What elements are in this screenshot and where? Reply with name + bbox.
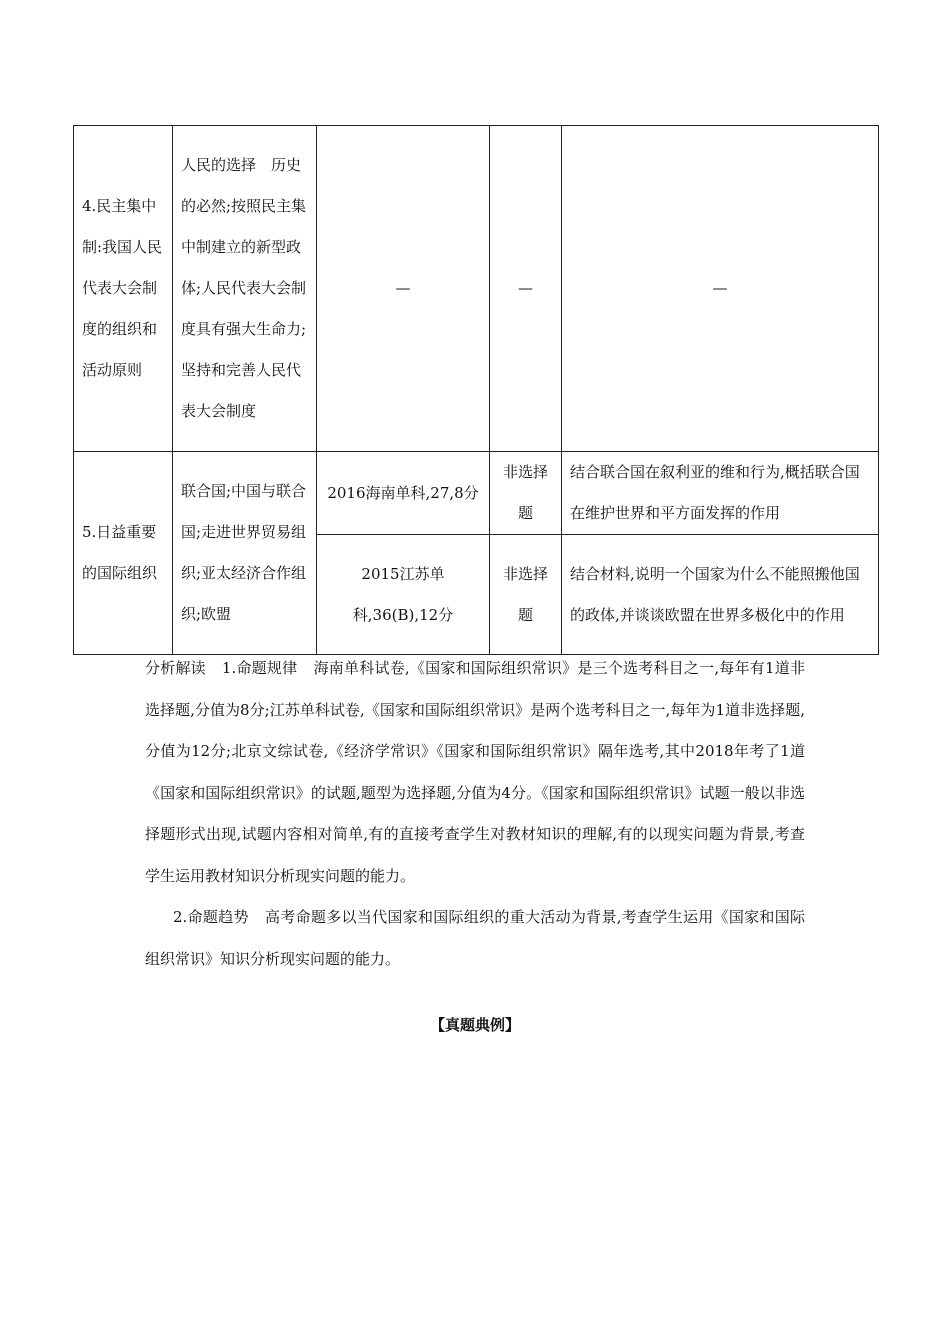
rule-body: 海南单科试卷,《国家和国际组织常识》是三个选考科目之一,每年有1道非选择题,分值为8分;江苏单科试卷,《国家和国际组织常识》是两个选考科目之一,每年为1道非选择题,分值为12分;北京文综试卷,《经济学常识》《国家和国际组织常识》隔年选考,其中2018年考了1道《国家和国际组织常识》的试题,题型为选择题,分值为4分。《国家和国际组织常识》试题一般以非选择题形式出现,试题内容相对简单,有的直接考查学生对教材知识的理解,有的以现实问题为背景,考查学生运用教材知识分析现实问题的能力。 — [145, 659, 806, 885]
question-value: — — [712, 279, 728, 297]
type-cell: 非选择题 — [490, 452, 562, 535]
analysis-paragraph-2 — [145, 897, 805, 980]
analysis-label: 分析解读 — [145, 659, 206, 677]
question-cell: 结合材料,说明一个国家为什么不能照搬他国的政体,并谈谈欧盟在世界多极化中的作用 — [562, 535, 879, 655]
exam-cell: 2016海南单科,27,8分 — [317, 452, 490, 535]
topic-cell: 4.民主集中制:我国人民代表大会制度的组织和活动原则 — [74, 126, 173, 452]
topic-cell: 5.日益重要的国际组织 — [74, 452, 173, 655]
points-cell: 联合国;中国与联合国;走进世界贸易组织;亚太经济合作组织;欧盟 — [173, 452, 317, 655]
trend-heading: 2.命题趋势 — [173, 908, 249, 926]
knowledge-table — [73, 125, 879, 655]
table-row — [74, 126, 879, 452]
trend-body: 高考命题多以当代国家和国际组织的重大活动为背景,考查学生运用《国家和国际组织常识》知识分析现实问题的能力。 — [145, 908, 805, 968]
type-value: — — [518, 279, 533, 297]
type-cell: 非选择题 — [490, 535, 562, 655]
rule-heading: 1.命题规律 — [221, 659, 298, 677]
analysis-paragraph-1 — [145, 648, 805, 897]
section-title: 【真题典例】 — [429, 1016, 520, 1034]
question-cell — [562, 126, 879, 452]
exam-cell: 2015江苏单科,36(B),12分 — [317, 535, 490, 655]
exam-value: — — [395, 279, 411, 297]
exam-cell — [317, 126, 490, 452]
table-row — [74, 452, 879, 535]
question-cell: 结合联合国在叙利亚的维和行为,概括联合国在维护世界和平方面发挥的作用 — [562, 452, 879, 535]
analysis-section — [145, 648, 805, 980]
points-cell: 人民的选择 历史的必然;按照民主集中制建立的新型政体;人民代表大会制度具有强大生命力;坚持和完善人民代表大会制度 — [173, 126, 317, 452]
type-cell — [490, 126, 562, 452]
